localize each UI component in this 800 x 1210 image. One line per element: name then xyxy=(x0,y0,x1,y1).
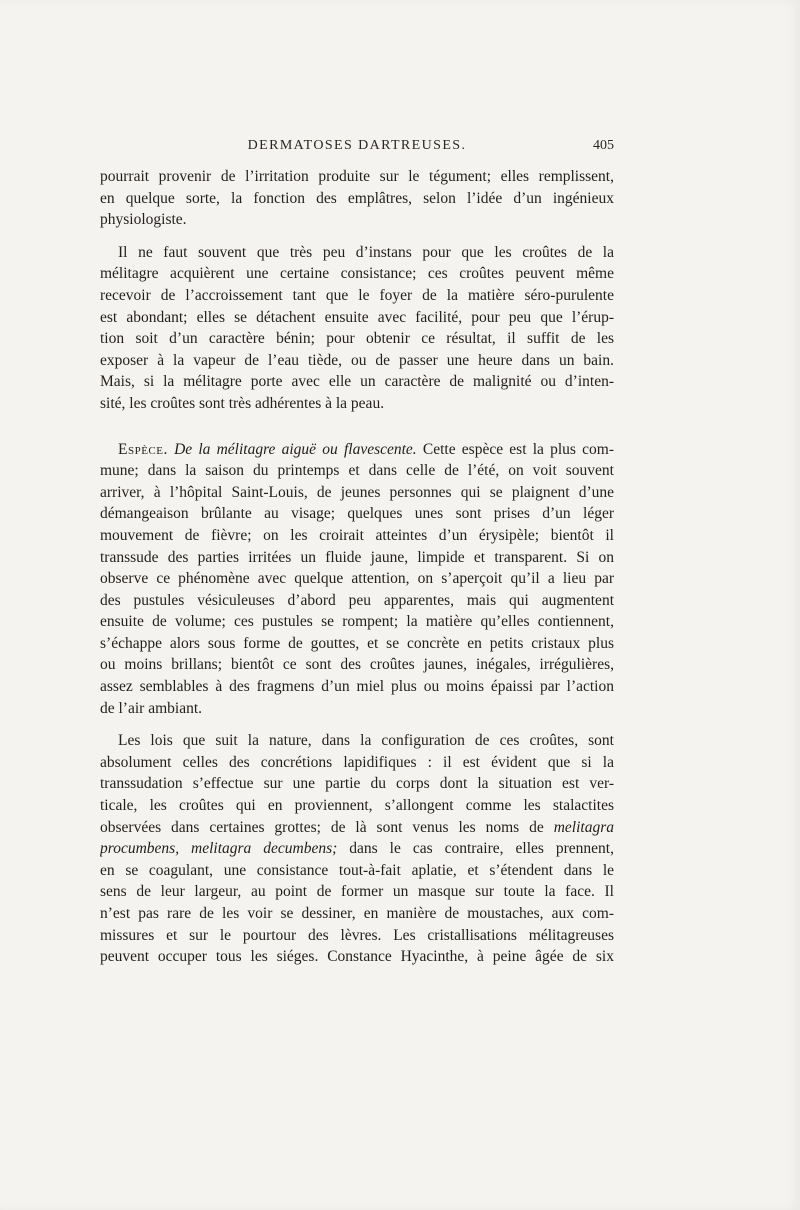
text-line: en quelque sorte, la fonction des emplâtres, selon l’idée d’un ingénieux xyxy=(100,189,614,207)
text-line: de l’air ambiant. xyxy=(100,699,202,717)
text-line: absolument celles des concrétions lapidifiques : il est évident que si la xyxy=(100,753,614,771)
species-label: Espèce. xyxy=(118,440,168,458)
text-line: ensuite de volume; ces pustules se rompent; la matière qu’elles contiennent, xyxy=(100,613,614,631)
paragraph-3-species xyxy=(100,439,614,720)
species-title: De la mélitagre aiguë ou flavescente. xyxy=(174,440,417,458)
text-line: mouvement de fièvre; on les croirait atteintes d’un érysipèle; bientôt il xyxy=(100,526,614,544)
text-segment: dans le cas contraire, elles prennent, xyxy=(337,840,614,858)
page-number: 405 xyxy=(593,138,614,153)
text-line: est abondant; elles se détachent ensuite avec facilité, pour peu que l’érup- xyxy=(100,308,614,326)
text-segment: Cette espèce est la plus com- xyxy=(416,440,614,458)
text-line: tion soit d’un caractère bénin; pour obtenir ce résultat, il suffit de les xyxy=(100,330,614,348)
text-line: arriver, à l’hôpital Saint-Louis, de jeunes personnes qui se plaignent d’une xyxy=(100,483,614,501)
text-line: missures et sur le pourtour des lèvres. Les cristallisations mélitagreuses xyxy=(100,926,614,944)
text-line: s’échappe alors sous forme de gouttes, et se concrète en petits cristaux plus xyxy=(100,634,614,652)
page-header xyxy=(100,138,614,160)
text-line: sité, les croûtes sont très adhérentes à la peau. xyxy=(100,394,385,412)
text-line: recevoir de l’accroissement tant que le foyer de la matière séro-purulente xyxy=(100,286,614,304)
text-line: exposer à la vapeur de l’eau tiède, ou de passer une heure dans un bain. xyxy=(100,351,614,369)
text-segment: observées dans certaines grottes; de là sont venus les noms de xyxy=(100,818,554,836)
text-line: sens de leur largeur, au point de former un masque sur toute la face. Il xyxy=(100,883,614,901)
latin-term: procumbens, melitagra decumbens; xyxy=(100,840,338,858)
text-line: physiologiste. xyxy=(100,211,187,229)
text-line: ticale, les croûtes qui en proviennent, s’allongent comme les stalactites xyxy=(100,797,614,815)
text-line xyxy=(100,817,614,839)
text-line: pourrait provenir de l’irritation produite sur le tégument; elles remplissent, xyxy=(100,168,614,185)
text-line: démangeaison brûlante au visage; quelques unes sont prises d’un léger xyxy=(100,505,614,523)
text-line: transsudation s’effectue sur une partie du corps dont la situation est ver- xyxy=(100,775,614,793)
latin-term: melitagra xyxy=(553,818,614,836)
text-line: assez semblables à des fragmens d’un miel plus ou moins épaissi par l’action xyxy=(100,678,614,696)
text-line: observe ce phénomène avec quelque attention, on s’aperçoit qu’il a lieu par xyxy=(100,570,614,588)
text-line: Mais, si la mélitagre porte avec elle un caractère de malignité ou d’inten- xyxy=(100,373,614,391)
running-title: DERMATOSES DARTREUSES. xyxy=(247,138,467,153)
species-heading-line xyxy=(100,439,614,461)
text-line: n’est pas rare de les voir se dessiner, en manière de moustaches, aux com- xyxy=(100,905,614,922)
body-text xyxy=(100,166,614,979)
text-line: transsude des parties irritées un fluide jaune, limpide et transparent. Si on xyxy=(100,548,614,566)
paragraph-4 xyxy=(100,730,614,968)
paragraph-1 xyxy=(100,166,614,231)
text-line: mune; dans la saison du printemps et dans celle de l’été, on voit souvent xyxy=(100,462,614,480)
text-line: Il ne faut souvent que très peu d’instans pour que les croûtes de la xyxy=(118,243,614,261)
text-line: ou moins brillans; bientôt ce sont des croûtes jaunes, inégales, irrégulières, xyxy=(100,656,614,674)
text-line: peuvent occuper tous les siéges. Constance Hyacinthe, à peine âgée de six xyxy=(100,948,614,966)
text-line: mélitagre acquièrent une certaine consistance; ces croûtes peuvent même xyxy=(100,265,614,283)
paragraph-2 xyxy=(100,242,614,415)
text-line: Les lois que suit la nature, dans la configuration de ces croûtes, sont xyxy=(118,732,614,750)
text-line: des pustules vésiculeuses d’abord peu apparentes, mais qui augmentent xyxy=(100,591,614,609)
text-line: en se coagulant, une consistance tout-à-fait aplatie, et s’étendent dans le xyxy=(100,861,614,879)
text-line xyxy=(100,838,614,860)
